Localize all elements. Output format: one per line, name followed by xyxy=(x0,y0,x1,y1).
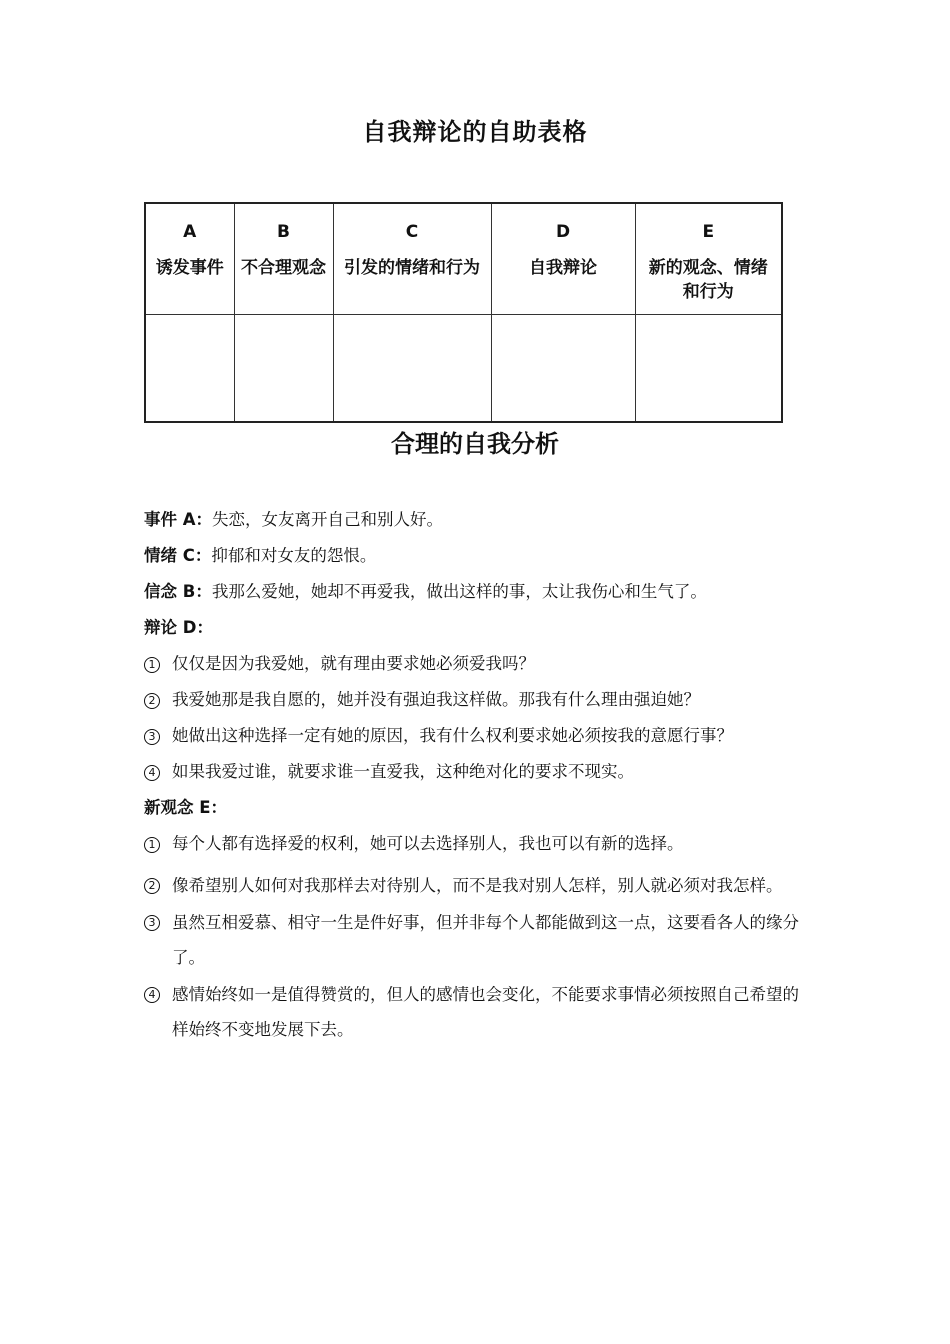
circled-number: 4 xyxy=(144,765,160,781)
list-item-text: 虽然互相爱慕、相守一生是件好事，但并非每个人都能做到这一点，这要看各人的缘分了。 xyxy=(172,913,799,967)
table-header-row xyxy=(145,203,782,315)
circled-number: 3 xyxy=(144,729,160,745)
column-d-cell[interactable] xyxy=(491,315,635,423)
column-b-header xyxy=(234,203,333,315)
section-title: 合理的自我分析 xyxy=(391,430,559,458)
list-item-text: 如果我爱过谁，就要求谁一直爱我，这种绝对化的要求不现实。 xyxy=(172,762,634,781)
list-item xyxy=(144,652,814,676)
circled-number: 2 xyxy=(144,878,160,894)
list-item xyxy=(144,868,814,903)
column-letter: C xyxy=(405,222,419,242)
column-label: 诱发事件 xyxy=(155,258,224,278)
column-d-header xyxy=(491,203,635,315)
column-a-cell[interactable] xyxy=(145,315,234,423)
list-item xyxy=(144,977,814,1047)
list-item-text: 每个人都有选择爱的权利，她可以去选择别人，我也可以有新的选择。 xyxy=(172,834,684,853)
circled-number: 1 xyxy=(144,657,160,673)
list-item-text: 她做出这种选择一定有她的原因，我有什么权利要求她必须按我的意愿行事？ xyxy=(172,726,733,745)
column-b-cell[interactable] xyxy=(234,315,333,423)
list-item xyxy=(144,760,814,784)
emotion-line xyxy=(144,544,814,568)
analysis-body xyxy=(144,508,814,1049)
event-label: 事件 A： xyxy=(144,510,213,529)
column-e-header xyxy=(635,203,782,315)
column-a-header xyxy=(145,203,234,315)
circled-number: 2 xyxy=(144,693,160,709)
emotion-label: 情绪 C： xyxy=(144,546,212,565)
emotion-text: 抑郁和对女友的怨恨。 xyxy=(211,546,377,565)
new-belief-heading xyxy=(144,796,814,820)
column-letter: D xyxy=(555,222,571,242)
list-item xyxy=(144,688,814,712)
self-help-table xyxy=(144,202,783,423)
circled-number: 1 xyxy=(144,837,160,853)
belief-text: 我那么爱她，她却不再爱我，做出这样的事，太让我伤心和生气了。 xyxy=(211,582,707,601)
column-letter: E xyxy=(702,222,715,242)
belief-line xyxy=(144,580,814,604)
list-item-text: 仅仅是因为我爱她，就有理由要求她必须爱我吗？ xyxy=(172,654,535,673)
table-body-row xyxy=(145,315,782,423)
list-item-text: 像希望别人如何对我那样去对待别人，而不是我对别人怎样，别人就必须对我怎样。 xyxy=(172,876,783,895)
page-title: 自我辩论的自助表格 xyxy=(362,118,588,146)
column-letter: A xyxy=(183,222,197,242)
list-item xyxy=(144,905,814,975)
list-item xyxy=(144,832,814,856)
dispute-label: 辩论 D： xyxy=(144,618,213,637)
column-label: 新的观念、情绪和行为 xyxy=(648,258,768,302)
circled-number: 3 xyxy=(144,915,160,931)
list-item xyxy=(144,724,814,748)
event-text: 失恋，女友离开自己和别人好。 xyxy=(212,510,444,529)
column-e-cell[interactable] xyxy=(635,315,782,423)
column-letter: B xyxy=(277,222,290,242)
list-item-text: 我爱她那是我自愿的，她并没有强迫我这样做。那我有什么理由强迫她？ xyxy=(172,690,700,709)
list-item-text: 感情始终如一是值得赞赏的，但人的感情也会变化，不能要求事情必须按照自己希望的样始终不变地发展下去。 xyxy=(172,985,799,1039)
belief-label: 信念 B： xyxy=(144,582,212,601)
column-label: 不合理观念 xyxy=(241,258,326,278)
circled-number: 4 xyxy=(144,987,160,1003)
column-c-cell[interactable] xyxy=(333,315,491,423)
column-label: 引发的情绪和行为 xyxy=(344,258,480,278)
column-c-header xyxy=(333,203,491,315)
column-label: 自我辩论 xyxy=(529,258,597,278)
new-belief-label: 新观念 E： xyxy=(144,798,228,817)
event-line xyxy=(144,508,814,532)
dispute-heading xyxy=(144,616,814,640)
